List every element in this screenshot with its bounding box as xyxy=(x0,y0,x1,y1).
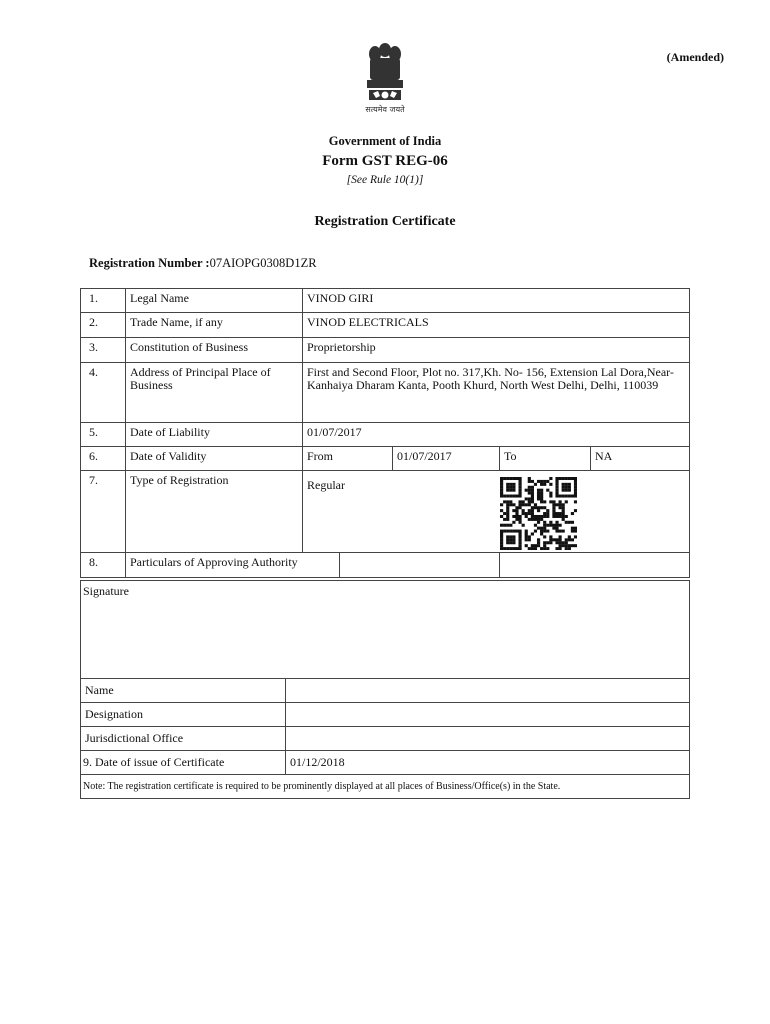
registration-number xyxy=(89,256,317,271)
constitution-value: Proprietorship xyxy=(303,338,690,363)
jurisdiction-value xyxy=(286,727,690,751)
validity-from-label: From xyxy=(303,447,393,471)
qr-code-icon xyxy=(500,477,577,550)
government-title: Government of India xyxy=(328,134,442,148)
row-number: 1. xyxy=(81,289,126,313)
table-row xyxy=(81,581,690,679)
registration-number-value: 07AIOPG0308D1ZR xyxy=(209,256,317,270)
row-number: 7. xyxy=(81,471,126,553)
registration-number-label: Registration Number : xyxy=(89,256,210,270)
validity-to-value: NA xyxy=(591,447,690,471)
table-row xyxy=(81,363,690,423)
address-value: First and Second Floor, Plot no. 317,Kh. No- 156, Extension Lal Dora,Near-Kanhaiya Dharam Kanta, Pooth Khurd, North West Delhi, Delhi, 110039 xyxy=(303,363,690,423)
table-row xyxy=(81,289,690,313)
row-label: Address of Principal Place of Business xyxy=(126,363,303,423)
validity-to-label: To xyxy=(500,447,591,471)
row-number: 2. xyxy=(81,313,126,338)
table-row xyxy=(81,447,690,471)
rule-reference: [See Rule 10(1)] xyxy=(346,174,424,186)
row-label: Date of Liability xyxy=(126,423,303,447)
row-number: 6. xyxy=(81,447,126,471)
jurisdiction-label: Jurisdictional Office xyxy=(81,727,286,751)
table-row xyxy=(81,471,690,553)
name-value xyxy=(286,679,690,703)
table-row xyxy=(81,313,690,338)
registration-details-table xyxy=(80,288,690,578)
approving-authority-label: Particulars of Approving Authority xyxy=(126,553,340,577)
validity-from-value: 01/07/2017 xyxy=(393,447,500,471)
table-row xyxy=(81,423,690,447)
registration-type-value: Regular xyxy=(303,471,690,553)
legal-name-value: VINOD GIRI xyxy=(303,289,690,313)
display-note: Note: The registration certificate is required to be prominently displayed at all places of Business/Office(s) in the State. xyxy=(81,775,690,799)
table-row xyxy=(81,751,690,775)
trade-name-value: VINOD ELECTRICALS xyxy=(303,313,690,338)
table-row xyxy=(81,338,690,363)
signature-label: Signature xyxy=(81,581,690,679)
row-label: Date of Validity xyxy=(126,447,303,471)
issue-date-value: 01/12/2018 xyxy=(286,751,690,775)
row-label: Trade Name, if any xyxy=(126,313,303,338)
form-title: Form GST REG-06 xyxy=(322,153,448,169)
name-label: Name xyxy=(81,679,286,703)
issue-date-label: 9. Date of issue of Certificate xyxy=(81,751,286,775)
row-label: Constitution of Business xyxy=(126,338,303,363)
amended-label: (Amended) xyxy=(666,50,724,64)
row-number: 5. xyxy=(81,423,126,447)
certificate-title: Registration Certificate xyxy=(314,214,456,229)
table-row xyxy=(81,727,690,751)
table-row xyxy=(81,703,690,727)
designation-label: Designation xyxy=(81,703,286,727)
designation-value xyxy=(286,703,690,727)
liability-date-value: 01/07/2017 xyxy=(303,423,690,447)
table-row xyxy=(81,775,690,799)
table-row xyxy=(81,679,690,703)
table-row xyxy=(81,553,690,578)
row-number: 4. xyxy=(81,363,126,423)
row-label: Type of Registration xyxy=(126,471,303,553)
authority-table xyxy=(80,580,690,799)
emblem-motto: सत्यमेव जयते xyxy=(365,105,405,114)
row-number: 8. xyxy=(81,553,126,578)
row-label: Legal Name xyxy=(126,289,303,313)
row-number: 3. xyxy=(81,338,126,363)
